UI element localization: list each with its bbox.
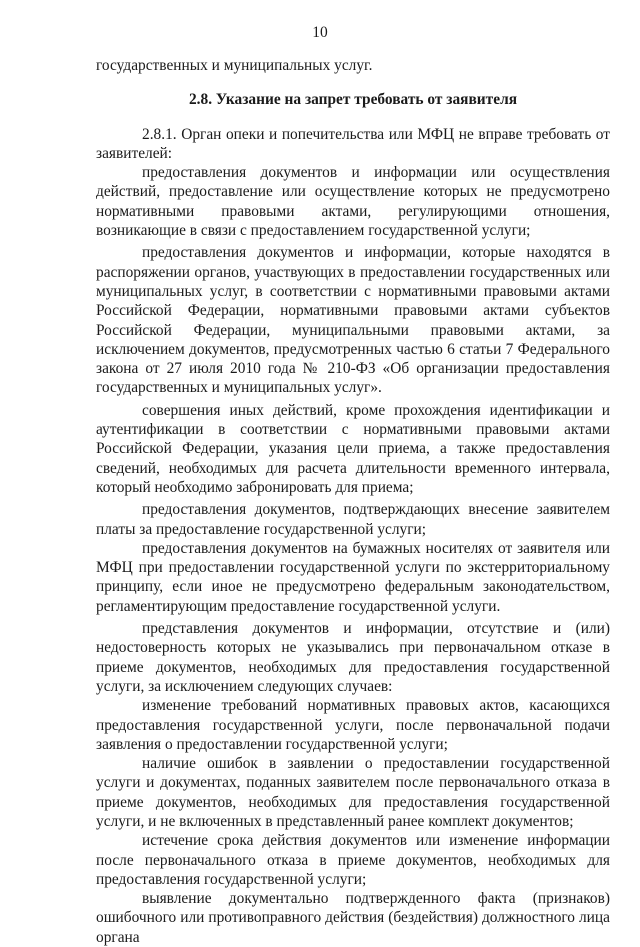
paragraph: совершения иных действий, кроме прохождения идентификации и аутентификации в соответствии с нормативными правовыми актами Российской Федерации, указания цели приема, а также предоставления сведений, необходимых для расчета длительности временного интервала, который необходимо забронировать для приема; — [96, 401, 610, 496]
paragraph: изменение требований нормативных правовых актов, касающихся предоставления государственной услуги, после первоначальной подачи заявления о предоставлении государственной услуги; — [96, 697, 610, 753]
paragraph: предоставления документов и информации или осуществления действий, предоставление или осуществление которых не предусмотрено нормативными правовыми актами, регулирующими отношения, возникающие в связи с предоставлением государственной услуги; — [96, 164, 610, 240]
paragraph: истечение срока действия документов или изменение информации после первоначального отказа в приеме документов, необходимых для предоставления государственной услуги; — [96, 832, 610, 888]
document-body — [96, 56, 610, 947]
page-number: 10 — [312, 24, 328, 41]
paragraph: 2.8.1. Орган опеки и попечительства или МФЦ не вправе требовать от заявителей: — [96, 125, 610, 162]
section-heading: 2.8. Указание на запрет требовать от заявителя — [188, 91, 518, 109]
paragraph: представления документов и информации, отсутствие и (или) недостоверность которых не указывались при первоначальном отказе в приеме документов, необходимых для предоставления государственной услуги, за исключением следующих случаев: — [96, 620, 610, 695]
paragraph: предоставления документов и информации, которые находятся в распоряжении органов, участвующих в предоставлении государственных или муниципальных услуг, в соответствии с нормативными правовыми актами Российской Федерации, нормативными правовыми актами субъектов Российской Федерации, муниципальными правовыми актами, за исключением документов, предусмотренных частью 6 статьи 7 Федерального закона от 27 июля 2010 года № 210-ФЗ «Об организации предоставления государственных и муниципальных услуг». — [96, 244, 610, 397]
paragraph: выявление документально подтвержденного факта (признаков) ошибочного или противоправного действия (бездействия) должностного лица органа — [96, 890, 610, 946]
paragraph: предоставления документов на бумажных носителях от заявителя или МФЦ при предоставлении государственной услуги по экстерриториальному принципу, если иное не предусмотрено федеральным законодательством, регламентирующим предоставление государственной услуги. — [96, 539, 610, 615]
paragraph: наличие ошибок в заявлении о предоставлении государственной услуги и документах, поданных заявителем после первоначального отказа в приеме документов, необходимых для предоставления государственной услуги, и не включенных в представленный ранее комплект документов; — [96, 755, 610, 830]
paragraph: предоставления документов, подтверждающих внесение заявителем платы за предоставление государственной услуги; — [96, 501, 610, 538]
continuation-line: государственных и муниципальных услуг. — [96, 57, 373, 74]
